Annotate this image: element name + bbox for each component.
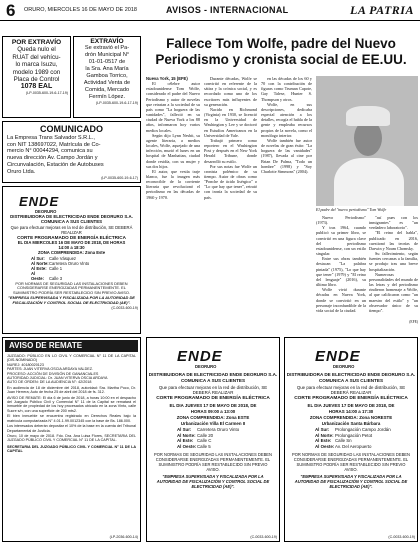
article-paragraph: Según dijo Lynn Nesbit, su agente literaria, a medios locales, Wolfe, aquejado de una infección, murió el lunes en un hospital de Manhattan, ciudad donde residía, con su mujer y sus dos hijos. — [146, 132, 200, 169]
ende-subzone: Urbanización Villa El Carmen II — [180, 420, 246, 426]
article-column-1 — [146, 76, 200, 200]
article-dateline: Nueva York, 15 (EFE) — [146, 76, 188, 81]
ende-zone-title: ZONA COMPRENDIDA: Zona NORESTE — [309, 415, 393, 421]
ende-notice-right — [284, 337, 418, 542]
ende-notice-text: POR NORMAS DE SEGURIDAD LAS INSTALACIONES DEBEN CONSIDERARSE ENERGIZADAS PERMANENTEMENTE. EL SUMINISTRO PODRÍA SER RESTABLECIDO SIN PREVIO AVISO. — [12, 280, 131, 295]
ende-zone-list — [3, 256, 140, 281]
ad-ref: (LP-0035-600-19-6-17) — [101, 176, 138, 181]
ende-corte: CORTE PROGRAMADO DE ENERGÍA ELÉCTRICA — [17, 234, 126, 240]
auction-paragraph: AUTORIDAD JUDICIAL: Dr. JUAN VITERVA OSCIA ARDAYA — [7, 376, 108, 381]
ende-zone-row: Al Este: Calle 1 — [31, 265, 63, 271]
ende-logo-sub: DEORURO — [333, 364, 355, 369]
article-photo — [316, 76, 418, 206]
auction-paragraph: En audiencia de 18 de diciembre del 2018, autoridad: Sra. Martha Poco, Dr. Juan Herrera; Auto de fecha 25 de abril del 2018 de fs. 312. — [7, 385, 136, 395]
section-title: AVISOS - INTERNACIONAL — [166, 5, 289, 15]
article-paragraph: El célebre autor estadounidense Tom Wolfe, considerado el padre del Nuevo Periodismo y autor de novelas que retratan a la sociedad de su país como "La hoguera de las vanidades", falleció en su ciudad de Nueva York a los 88 años, informaron hoy varios medios locales. — [146, 81, 200, 133]
article-paragraph: Nuevo Periodismo" (1973). — [316, 215, 366, 226]
ende-notice-left — [2, 186, 141, 334]
lost-notice-line: lo marca Isuzu, — [15, 61, 58, 69]
lost-notice-line: la Sra. Ana María — [85, 66, 129, 73]
ende-zone-row: Al Norte:Carretera Oruro Vinto — [31, 260, 90, 266]
ende-quote: "EMPRESA SUPERVISADA Y FISCALIZADA POR LA AUTORIDAD DE FISCALIZACIÓN Y CONTROL SOCIAL DE ELECTRICIDAD (AE)". — [8, 295, 135, 305]
ende-when: EL DIA MIERCOLES 16 DE MAYO DE 2018, DE HORAS 14:00 a 18:30 — [17, 240, 126, 251]
ende-zone-row: Al Sur: Calle Vásquez — [31, 255, 77, 261]
ende-intro: Que para efectuar mejoras en la red de distribución, SE DEBERÁ REALIZAR — [158, 384, 268, 395]
ende-zone-row: Al Este: Calle C — [177, 438, 212, 444]
ende-quote: "EMPRESA SUPERVISADA Y FISCALIZADA POR LA AUTORIDAD DE FISCALIZACIÓN Y CONTROL SOCIAL DE ELECTRICIDAD (AE)". — [294, 474, 408, 490]
article-column-3 — [261, 76, 312, 174]
ende-intro: Que para efectuar mejoras en la red de distribución, SE DEBERÁ REALIZAR — [10, 224, 133, 235]
ende-zone-row: Al Sur: Carretera Oruro Vinto — [177, 427, 240, 433]
comunicado-line: Circunvalación, Estación de Autobuses — [7, 161, 104, 168]
ende-corte: CORTE PROGRAMADO DE ENERGÍA ELÉCTRICA — [156, 396, 270, 402]
ende-logo-sub: DEORURO — [35, 209, 57, 214]
auction-paragraph: PROCESO: ACCIÓN DE DIVISIÓN DE GANANCIALES — [7, 371, 99, 376]
comunicado-line: La Empresa Trans Salvador S.R.L., — [7, 135, 95, 141]
ende-logo-sub: DEORURO — [195, 364, 217, 369]
article-paragraph: "así pues con los inmigrantes" es "un verdadero laboratorio". — [369, 215, 418, 231]
photo-suit — [334, 158, 404, 206]
comunicado-line: con NIT 138697022, Matrícula de Co- — [7, 141, 101, 148]
masthead: LA PATRIA — [350, 3, 414, 17]
article-paragraph: Entre sus obras también destacan "La palabra pintada" (1975), "Lo que hay que tener" (1979) y "El reino del lenguaje" (2016), su último libro. — [316, 256, 366, 288]
comunicado-line: Oruro Ltda. — [7, 168, 36, 175]
header-date: ORURO, MIERCOLES 16 DE MAYO DE 2018 — [24, 7, 137, 13]
ende-company: DISTRIBUIDORA DE ELECTRICIDAD ENDE DEORURO S.A. — [10, 214, 133, 219]
ende-logo-text: ENDE — [315, 348, 361, 365]
lost-notice-line: Comida, Mercado — [84, 86, 130, 93]
auction-paragraph: NUREJ: 40180020123 — [7, 362, 44, 367]
ende-zone-row: Al Este: Calle Sn — [315, 438, 352, 444]
ad-ref: (C-0033-600-19) — [388, 535, 415, 539]
auction-paragraph: El bien inmueble se encuentra registrado en Derechos Reales bajo la matrícula computarizada N° 4.01.1.99.0012345 con la base de Bs. 186.000. — [7, 414, 136, 423]
ad-ref: (C-0033-600-19) — [111, 305, 138, 310]
ende-zone-title: ZONA COMPRENDIDA: Zona ESTE — [176, 415, 250, 421]
ende-zone-list — [285, 427, 417, 449]
plate-number: 1078 EAL — [20, 83, 53, 91]
comunicado-line: nueva dirección Av. Campo Jordán y — [7, 155, 98, 162]
ende-logo-text: ENDE — [19, 194, 60, 209]
article-paragraph: Por sus notas fue Wolfe un cronista polémico de su tiempo. Autor de obras como "Ponche de ácido lisérgico" o "Lo que hay que tener", retrató con ironía la sociedad de su país. — [204, 163, 257, 200]
ende-quote: "EMPRESA SUPERVISADA Y FISCALIZADA POR LA AUTORIDAD DE FISCALIZACIÓN Y CONTROL SOCIAL DE ELECTRICIDAD (AE)". — [156, 474, 270, 490]
ende-company: DISTRIBUIDORA DE ELECTRICIDAD ENDE DEORURO S.A. — [148, 372, 278, 377]
ende-when: EL DIA JUEVES 17 DE MAYO DE 2018, DE HORAS 09:00 a 13:00 — [169, 403, 257, 414]
article-paragraph: Su fallecimiento, según fuentes cercanas a la familia, se produjo tras una breve hospitalización. — [369, 251, 418, 272]
ende-logo-text: ENDE — [177, 348, 223, 365]
lost-notice-padron — [73, 36, 141, 118]
ende-comunica: COMUNICA A SUS CLIENTES — [40, 219, 103, 225]
photo-caption: El padre del "nuevo periodismo" Tom Wolfe — [316, 207, 387, 212]
auction-signature: SECRETARIA DEL JUZGADO PÚBLICO CIVIL Y COMERCIAL N° 11 DE LA CAPITAL — [7, 444, 136, 454]
article-paragraph: Trabajó primero como reportero en el Washington Post y después en el New York Herald Tribune, donde desarrolló su estilo. — [204, 137, 257, 164]
photo-hat — [346, 106, 390, 126]
ende-zone-row: Al Oeste:Calle 5 — [177, 443, 211, 449]
ad-ref: (LP-0035-600-19-6-17-19) — [26, 90, 68, 95]
article-column-5 — [369, 215, 418, 313]
ende-zone-title: ZONA COMPRENDIDA: Zona Este — [37, 250, 106, 256]
article-paragraph: Wolfe, en sus descripciones, dedicaba especial atención a los detalles, recogía el habla de la gente y empleaba recursos propios de la novela, como el monólogo interior. — [261, 101, 312, 138]
auction-notice — [2, 337, 141, 542]
lost-notice-line: Fermín López. — [88, 93, 126, 100]
comunicado-notice — [2, 121, 141, 183]
article-paragraph: Durante décadas, Wolfe se convirtió en referente de la sátira y la crónica social, y es recordado como uno de los escritores más influyentes de su generación. — [204, 76, 257, 107]
article-paragraph: El autor, que vestía traje blanco, fue la imagen más reconocible de la corriente literaria que revolucionó el periodismo en las décadas de 1960 y 1970. — [146, 168, 200, 200]
lost-notice-line: modelo 1989 con — [12, 68, 61, 76]
ad-ref: (C-0033-600-19) — [250, 535, 277, 539]
ende-zone-row: Al Oeste:Av. Del Aeropuerto — [315, 443, 372, 449]
article-headline: Fallece Tom Wolfe, padre del Nuevo Periodismo y cronista social de EE.UU. — [155, 36, 407, 67]
article-ref: (EFE) — [409, 320, 418, 324]
ende-intro: Que para efectuar mejoras en la red de distribución, SE DEBERÁ REALIZAR — [296, 384, 406, 395]
ende-logo — [19, 193, 140, 214]
ende-logo — [177, 348, 279, 369]
ende-notice-text: POR NORMAS DE SEGURIDAD LAS INSTALACIONES DEBEN CONSIDERARSE ENERGIZADAS PERMANENTEMENTE. EL SUMINISTRO PODRÍA SER RESTABLECIDO SIN PREVIO AVISO. — [154, 452, 272, 473]
ende-when: EL DIA JUEVES 17 DE MAYO DE 2018, DE HORAS 14:00 a 17:30 — [307, 403, 395, 414]
lost-notice-title: EXTRAVÍO — [90, 38, 124, 45]
ende-zone-list — [147, 427, 279, 449]
auction-paragraph: JUZGADO: PÚBLICO EN LO CIVIL Y COMERCIAL N° 11 DE LA CAPITAL (DIS-NOMINADO) — [7, 354, 136, 363]
lost-notice-line: Queda nulo el — [17, 46, 56, 54]
article-column-4 — [316, 215, 366, 313]
article-paragraph: Y tras 1964, cuando publicó su primer libro, se convirtió en una figura clave del periodismo estadounidense, con un estilo singular. — [316, 225, 366, 257]
article-paragraph: en las décadas de los 60 y 70 con la contribución de figuras como Truman Capote, Gay Talese, Hunter S. Thompson y otros. — [261, 76, 312, 102]
lost-notice-title: POR EXTRAVÍO — [11, 39, 62, 46]
lost-notice-line: drón Municipal N° — [84, 52, 130, 59]
lost-notice-ruat — [2, 36, 71, 118]
ad-ref: (LP-2036-600-14) — [109, 535, 138, 539]
ende-zone-row: Al Oeste: Calle 3 — [31, 270, 63, 281]
auction-paragraph: Los interesados deberán depositar el 10% de la base en la cuenta del Tribunal Departamental de Justicia. — [7, 424, 136, 433]
lost-notice-line: Gamboa Torrico, — [86, 73, 128, 80]
article-column-2 — [204, 76, 257, 200]
auction-title: AVISO DE REMATE — [5, 340, 138, 352]
article-paragraph: Nacido en Richmond (Virginia) en 1930, se licenció en la Universidad de Washington y Lee y se doctoró en Estudios Americanos en la Universidad de Yale. — [204, 106, 257, 138]
auction-paragraph: Oruro, 10 de mayo de 2018. Fdo. Dra. Ana Luisa Flores, SECRETARIA DEL JUZGADO PÚBLICO CIVIL Y COMERCIAL N° 11 DE LA CAPITAL. — [7, 433, 136, 443]
comunicado-title: COMUNICADO — [40, 124, 103, 134]
ende-company: DISTRIBUIDORA DE ELECTRICIDAD ENDE DEORURO S.A. — [286, 372, 416, 377]
comunicado-line: mercio N° 00044294, comunica su — [7, 148, 93, 155]
ende-corte: CORTE PROGRAMADO DE ENERGÍA ELÉCTRICA — [294, 396, 408, 402]
article-paragraph: Numerosas personalidades del mundo de las letras y del periodismo rindieron homenaje a Wolfe, al que calificaron como "un maestro del estilo" y "un observador único de su tiempo". — [369, 271, 418, 313]
ende-logo — [315, 348, 417, 369]
auction-paragraph: PARTES: JUAN VITERVA OSCIA ARDAYA VALDEZ. — [7, 367, 93, 372]
lost-notice-line: 01-01-0517 de — [88, 59, 126, 66]
lost-notice-line: Actividad Venta de — [83, 79, 131, 86]
article-paragraph: "El reino del habla", publicado en 2016, cuestionó las teorías de Darwin y Noam Chomsky. — [369, 230, 418, 251]
ende-comunica: COMUNICA A SUS CLIENTES — [318, 377, 384, 383]
ende-comunica: COMUNICA A SUS CLIENTES — [180, 377, 246, 383]
ende-notice-mid — [146, 337, 280, 542]
ende-zone-row: Al Sur: Prolongación Campo Jordán — [315, 427, 391, 433]
article-paragraph: Wolfe vivió durante décadas en Nueva York, donde se convirtió en un personaje inconfundible de la vida social de la ciudad. — [316, 287, 366, 313]
ende-zone-row: Al Norte:Calle 20 — [177, 432, 214, 438]
lost-notice-line: Se extravió el Pa- — [84, 45, 130, 52]
auction-paragraph: AVISO DE REMATE: El día 6 de junio de 2018, a horas 10:00 en el despacho del Juzgado Público Civil y Comercial N° 11 de la Capital se rematará el inmueble de propiedad de los hoy procesados ubicado en la zona Vinto, calle Sucre s/n, con una superficie de 200 mts2. — [7, 395, 136, 413]
article-paragraph: Wolfe también fue autor de novelas de gran éxito: "La hoguera de las vanidades" (1987), llevada al cine por Brian De Palma, "Todo un hombre" (1998) y "Soy Charlotte Simmons" (2004). — [261, 137, 312, 174]
lost-notice-line: Placa de Control — [13, 76, 60, 84]
ad-ref: (LP-0035-600-19-6-17-19) — [96, 100, 138, 105]
auction-paragraph: AUTO DE ORDEN: DE LA AUDIENCIA N°: 42/2018 — [7, 380, 92, 385]
lost-notice-line: RUAT del vehícu- — [12, 53, 61, 61]
ende-zone-row: Al Norte:Prolongación Petot — [315, 432, 373, 438]
ende-subzone: Urbanización Santa Bárbara — [321, 420, 381, 426]
page-header — [0, 0, 420, 21]
ende-notice-text: POR NORMAS DE SEGURIDAD LAS INSTALACIONES DEBEN CONSIDERARSE ENERGIZADAS PERMANENTEMENTE. EL SUMINISTRO PODRÍA SER RESTABLECIDO SIN PREVIO AVISO. — [292, 452, 410, 473]
page-number: 6 — [6, 1, 16, 20]
